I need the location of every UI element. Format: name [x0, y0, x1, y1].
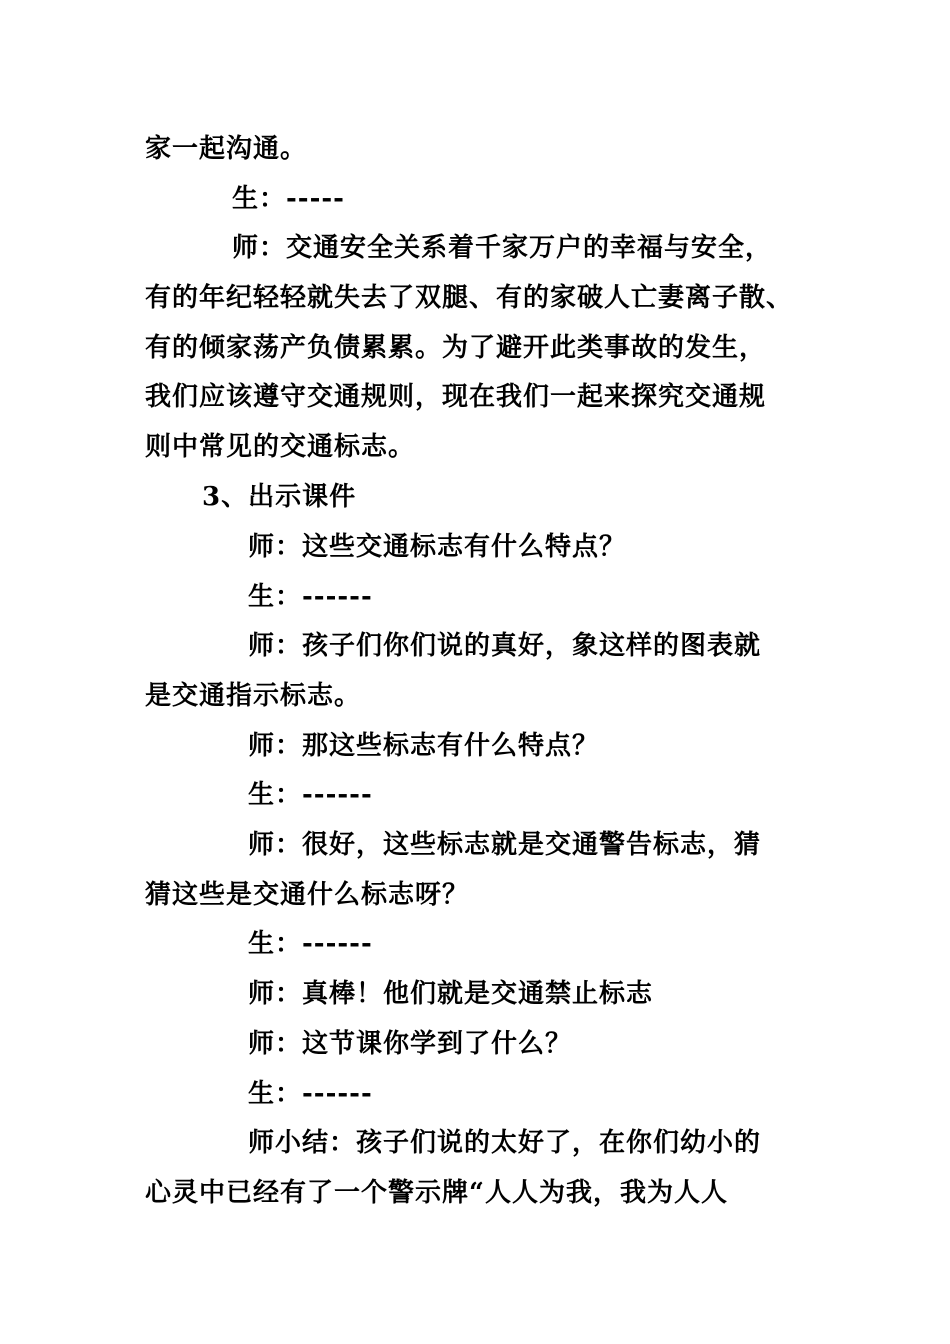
text-line-6: 我们应该遵守交通规则，现在我们一起来探究交通规 [145, 382, 767, 412]
text-line-7: 则中常见的交通标志。 [145, 432, 416, 462]
text-line-17: 生：------ [248, 929, 373, 959]
text-line-21: 师小结：孩子们说的太好了，在你们幼小的 [248, 1128, 762, 1158]
text-line-13: 师：那这些标志有什么特点？ [248, 731, 600, 761]
text-line-19: 师：这节课你学到了什么？ [248, 1029, 573, 1059]
text-line-11: 师：孩子们你们说的真好，象这样的图表就 [248, 631, 762, 661]
text-line-8: 3、出示课件 [202, 482, 357, 512]
text-line-2: 生：----- [232, 184, 345, 214]
text-line-5: 有的倾家荡产负债累累。为了避开此类事故的发生， [145, 333, 767, 363]
text-line-1: 家一起沟通。 [145, 134, 308, 164]
text-line-12: 是交通指示标志。 [145, 681, 362, 711]
text-line-4: 有的年纪轻轻就失去了双腿、有的家破人亡妻离子散、 [145, 283, 794, 313]
text-line-3: 师：交通安全关系着千家万户的幸福与安全， [232, 233, 773, 263]
text-line-20: 生：------ [248, 1079, 373, 1109]
text-line-22: 心灵中已经有了一个警示牌“人人为我，我为人人 [145, 1178, 728, 1208]
text-line-18: 师：真棒！他们就是交通禁止标志 [248, 979, 654, 1009]
text-line-9: 师：这些交通标志有什么特点？ [248, 532, 627, 562]
text-line-15: 师：很好，这些标志就是交通警告标志，猜 [248, 830, 762, 860]
text-line-16: 猜这些是交通什么标志呀？ [145, 880, 470, 910]
text-line-10: 生：------ [248, 582, 373, 612]
text-line-14: 生：------ [248, 780, 373, 810]
